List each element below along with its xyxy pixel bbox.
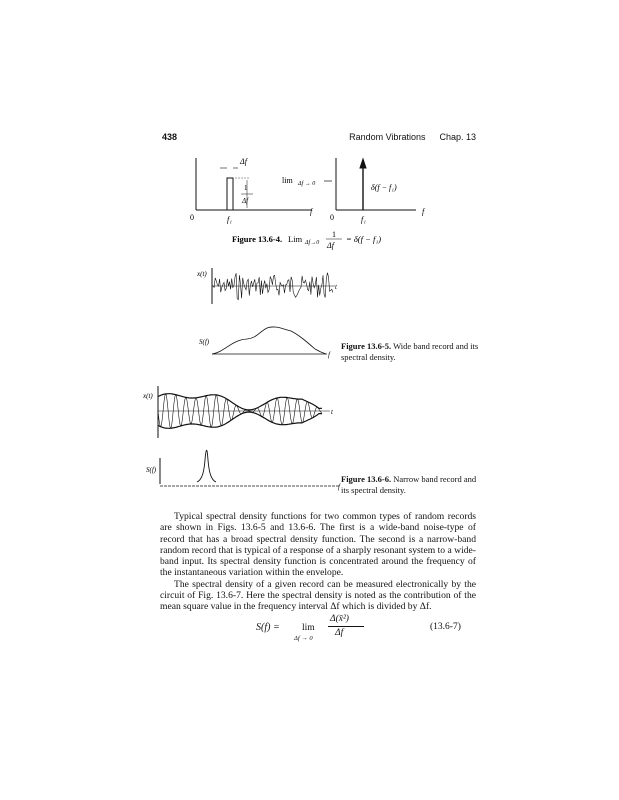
wide-band-x-label: x(t)	[197, 270, 207, 278]
delta-f-top-label: Δf	[240, 157, 247, 166]
figure-13-6-5-caption-label: Figure 13.6-5.	[341, 341, 392, 351]
lim-subscript: Δf → 0	[298, 181, 316, 187]
caption-rest: = δ(f − f₁)	[346, 234, 382, 244]
caption-lim: Lim	[288, 234, 303, 244]
narrow-band-x-label: x(t)	[143, 392, 153, 400]
equation-numerator: Δ(x̄²)	[330, 614, 349, 624]
equation-lim-sub: Δf → 0	[294, 635, 313, 642]
equation-lhs: S(f) =	[256, 622, 280, 633]
f1-label: f₁	[227, 215, 233, 224]
narrow-band-envelope-bottom	[158, 412, 322, 428]
body-text	[160, 511, 476, 613]
equation-13-6-7	[160, 614, 476, 644]
figure-13-6-6	[142, 382, 342, 494]
narrow-band-spectral-peak	[197, 450, 216, 482]
page-header	[162, 132, 476, 146]
narrow-band-envelope-top	[158, 394, 322, 410]
rect-pulse-panel	[196, 158, 312, 210]
chapter-title: Random Vibrations	[349, 132, 426, 142]
origin-label: 0	[190, 213, 194, 222]
figure-13-6-5-caption-text: Wide band record and its spectral density.	[341, 341, 479, 362]
paragraph-2: The spectral density of a given record can be measured electronically by the circuit of Fig. 13.6-7. Here the spectral density is noted as the contribution of the mean square value in the frequency interval Δf which is divided by Δf.	[160, 578, 476, 613]
wide-band-f-label: f	[328, 351, 330, 359]
chapter-label: Chap. 13	[439, 132, 476, 142]
f-axis-label-right: f	[422, 207, 425, 216]
caption-subscript: Δf→0	[305, 240, 320, 246]
caption-numerator: 1	[332, 230, 336, 239]
narrow-band-s-label: S(f)	[146, 466, 157, 474]
running-title	[335, 132, 476, 142]
delta-f-frac-label: Δf	[242, 197, 249, 205]
delta-function-label: δ(f − f₁)	[371, 183, 397, 192]
wide-band-spectral-density	[212, 327, 326, 354]
figure-13-6-5-caption	[341, 341, 483, 363]
f-axis-label: f	[310, 207, 313, 216]
paragraph-1: Typical spectral density functions for two common types of random records are shown in Figs. 13.6-5 and 13.6-6. The first is a wide-band noise-type of record that has a broad spectral density function. The second is a narrow-band random record that is typical of a response of a sharply resonant system to a wide-band input. Its spectral density function is concentrated around the frequency of the instantaneous variation within the envelope.	[160, 511, 476, 579]
figure-13-6-5	[195, 262, 345, 362]
caption-denominator: Δf	[327, 241, 334, 250]
unit-area-pulse	[227, 178, 233, 210]
narrow-band-f-label: f	[338, 483, 340, 491]
page-number: 438	[162, 132, 178, 142]
equation-number: (13.6-7)	[430, 622, 461, 632]
figure-13-6-6-caption-label: Figure 13.6-6.	[341, 474, 392, 484]
origin-label-right: 0	[330, 213, 334, 222]
equation-denominator: Δf	[335, 628, 344, 638]
equation-lim: lim	[302, 623, 315, 633]
narrow-band-t-label: t	[331, 408, 333, 416]
wide-band-t-label: t	[335, 283, 337, 291]
f1-label-right: f₁	[361, 215, 367, 224]
figure-13-6-6-caption	[341, 474, 483, 496]
one-label: 1	[244, 184, 248, 192]
wide-band-s-label: S(f)	[199, 338, 210, 346]
lim-text: lim	[282, 176, 293, 185]
figure-13-6-4	[160, 150, 460, 250]
figure-13-6-6-caption-text: Narrow band record and its spectral density.	[341, 474, 477, 495]
equation-fraction-bar	[328, 626, 364, 627]
caption-label: Figure 13.6-4.	[232, 234, 283, 244]
